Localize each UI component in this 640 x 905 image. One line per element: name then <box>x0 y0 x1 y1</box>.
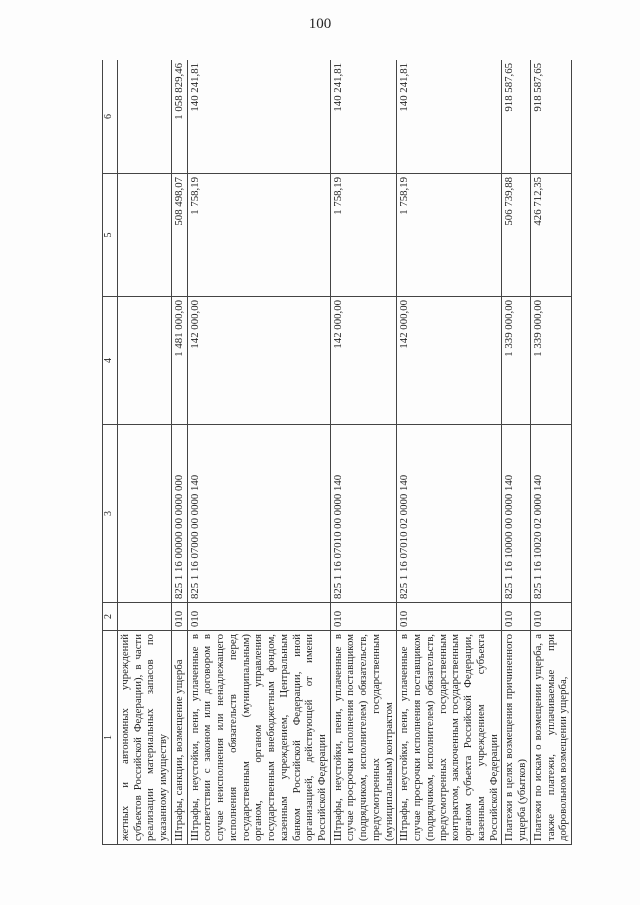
row-kbk <box>118 425 172 603</box>
table-row <box>118 60 172 845</box>
row-fact: 506 739,88 <box>502 174 530 297</box>
row-diff: 918 587,65 <box>530 60 571 174</box>
row-code: 010 <box>502 603 530 631</box>
budget-table <box>102 60 572 845</box>
row-plan: 1 339 000,00 <box>502 297 530 425</box>
header-cell-1: 1 <box>103 631 118 845</box>
header-cell-5: 5 <box>103 174 118 297</box>
row-code: 010 <box>530 603 571 631</box>
row-fact: 1 758,19 <box>330 174 397 297</box>
header-cell-4: 4 <box>103 297 118 425</box>
row-kbk: 825 1 16 07010 00 0000 140 <box>330 425 397 603</box>
table-row <box>171 60 187 845</box>
row-fact: 426 712,35 <box>530 174 571 297</box>
row-plan: 142 000,00 <box>330 297 397 425</box>
row-fact: 508 498,07 <box>171 174 187 297</box>
row-kbk: 825 1 16 10020 02 0000 140 <box>530 425 571 603</box>
row-code: 010 <box>330 603 397 631</box>
row-name: Штрафы, неустойки, пени, уплаченные в соответствии с законом или договором в случае неисполнения или ненадлежащего исполнения обязательств перед государственным (муниципальным) органом, органом управления государственным внебюджетным фондом, казенным учреждением, Центральным банком Российской Федерации, иной организацией, действующей от имени Российской Федерации <box>187 631 330 845</box>
table-row <box>530 60 571 845</box>
row-code: 010 <box>187 603 330 631</box>
row-kbk: 825 1 16 07000 00 0000 140 <box>187 425 330 603</box>
row-code <box>118 603 172 631</box>
row-name: жетных и автономных учреждений субъектов Российской Федерации), в части реализации материальных запасов по указанному имуществу <box>118 631 172 845</box>
row-name: Штрафы, неустойки, пени, уплаченные в случае просрочки исполнения поставщиком (подрядчиком, исполнителем) обязательств, предусмотренных государственным (муниципальным) контрактом <box>330 631 397 845</box>
row-name: Штрафы, неустойки, пени, уплаченные в случае просрочки исполнения поставщиком (подрядчиком, исполнителем) обязательств, предусмотренных государственным контрактом, заключенным государственным органом субъекта Российской Федерации, казенным учреждением субъекта Российской Федерации <box>397 631 502 845</box>
row-fact: 1 758,19 <box>397 174 502 297</box>
header-cell-6: 6 <box>103 60 118 174</box>
table-header-row <box>103 60 118 845</box>
row-code: 010 <box>397 603 502 631</box>
table-row <box>330 60 397 845</box>
row-diff: 1 058 829,46 <box>171 60 187 174</box>
row-fact <box>118 174 172 297</box>
row-diff: 140 241,81 <box>397 60 502 174</box>
row-plan: 1 339 000,00 <box>530 297 571 425</box>
row-plan: 142 000,00 <box>397 297 502 425</box>
row-code: 010 <box>171 603 187 631</box>
header-cell-3: 3 <box>103 425 118 603</box>
row-diff: 918 587,65 <box>502 60 530 174</box>
row-fact: 1 758,19 <box>187 174 330 297</box>
row-kbk: 825 1 16 07010 02 0000 140 <box>397 425 502 603</box>
table-row <box>502 60 530 845</box>
rotated-table-wrapper <box>102 60 622 845</box>
row-name: Штрафы, санкции, возмещение ущерба <box>171 631 187 845</box>
row-name: Платежи в целях возмещения причиненного ущерба (убытков) <box>502 631 530 845</box>
rotated-table-area <box>102 60 622 845</box>
table-row <box>187 60 330 845</box>
table-row <box>397 60 502 845</box>
row-plan: 142 000,00 <box>187 297 330 425</box>
row-plan <box>118 297 172 425</box>
page-number: 100 <box>308 16 332 32</box>
row-diff: 140 241,81 <box>187 60 330 174</box>
row-plan: 1 481 000,00 <box>171 297 187 425</box>
row-kbk: 825 1 16 10000 00 0000 140 <box>502 425 530 603</box>
row-diff: 140 241,81 <box>330 60 397 174</box>
row-diff <box>118 60 172 174</box>
row-kbk: 825 1 16 00000 00 0000 000 <box>171 425 187 603</box>
row-name: Платежи по искам о возмещении ущерба, а также платежи, уплачиваемые при добровольном возмещении ущерба, <box>530 631 571 845</box>
header-cell-2: 2 <box>103 603 118 631</box>
